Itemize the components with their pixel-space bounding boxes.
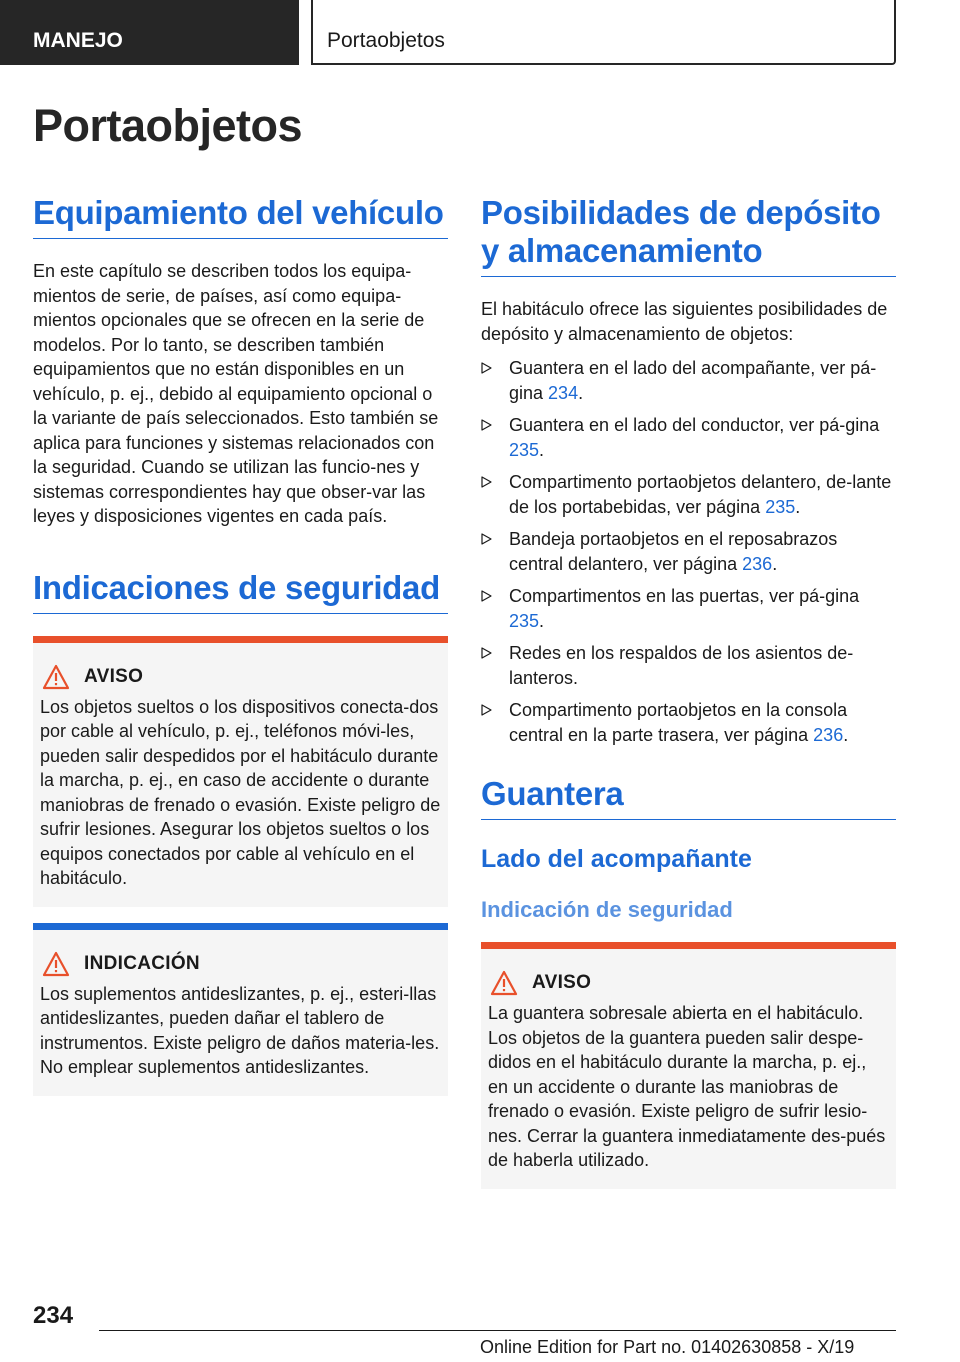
storage-item-text: Guantera en el lado del conductor, ver pá-gina	[509, 415, 880, 435]
edition-note: Online Edition for Part no. 01402630858 - X/19	[480, 1337, 855, 1357]
warning-triangle-icon	[490, 970, 518, 996]
storage-item-text: Redes en los respaldos de los asientos de-lanteros.	[509, 643, 854, 688]
header-chapter-box	[311, 0, 896, 65]
page-title: Portaobjetos	[33, 100, 303, 151]
header-section-tab	[0, 0, 299, 65]
bullet-triangle-icon	[481, 419, 492, 431]
storage-item-text: Compartimento portaobjetos en la consola central en la parte trasera, ver página	[509, 700, 848, 745]
storage-list-item	[481, 413, 896, 462]
header-section-label: MANEJO	[33, 29, 123, 52]
storage-item-end: .	[772, 553, 778, 574]
page-number: 234	[33, 1302, 74, 1329]
right-column	[481, 190, 896, 1189]
page-link[interactable]: 234	[548, 382, 579, 403]
bullet-triangle-icon	[481, 476, 492, 488]
storage-item-end: .	[843, 724, 849, 745]
page-link[interactable]: 236	[742, 553, 773, 574]
page-link[interactable]: 235	[765, 496, 796, 517]
warning-text: Los objetos sueltos o los dispositivos conecta-dos por cable al vehículo, p. ej., teléfonos móvi-les, pueden salir despedidos por el habitáculo durante la marcha, p. ej., en caso de accidente o durante maniobras de frenado o evasión. Existe peligro de sufrir lesiones. Asegurar los objetos sueltos o los equipos conectados por cable al vehículo en el habitáculo.	[40, 696, 441, 888]
glovebox-warning-box	[481, 942, 896, 1189]
bullet-triangle-icon	[481, 647, 492, 659]
page-link[interactable]: 236	[813, 724, 844, 745]
storage-list-item	[481, 641, 896, 690]
glovebox-warning-label: AVISO	[532, 972, 592, 993]
storage-item-text: Bandeja portaobjetos en el reposabrazos central delantero, ver página	[509, 529, 838, 574]
header-chapter-label: Portaobjetos	[327, 29, 445, 52]
footer-rule	[99, 1330, 896, 1331]
notice-header	[40, 950, 441, 978]
heading-glovebox: Guantera	[481, 775, 896, 820]
heading-passenger-side: Lado del acompañante	[481, 845, 752, 873]
storage-item-end: .	[539, 610, 545, 631]
storage-list	[481, 356, 896, 747]
page-link[interactable]: 235	[509, 439, 540, 460]
left-column	[33, 190, 448, 1096]
warning-triangle-icon	[42, 664, 70, 690]
storage-list-item	[481, 698, 896, 747]
bullet-triangle-icon	[481, 362, 492, 374]
heading-equipment: Equipamiento del vehículo	[33, 194, 448, 239]
storage-list-item	[481, 584, 896, 633]
bullet-triangle-icon	[481, 590, 492, 602]
warning-label: AVISO	[84, 665, 144, 687]
storage-item-text: Compartimento portaobjetos delantero, de-lante de los portabebidas, ver página	[509, 472, 892, 517]
heading-safety-note: Indicación de seguridad	[481, 897, 733, 922]
notice-box	[33, 923, 448, 1096]
storage-item-end: .	[539, 439, 545, 460]
notice-label: INDICACIÓN	[84, 952, 200, 974]
bullet-triangle-icon	[481, 704, 492, 716]
storage-item-text: Compartimentos en las puertas, ver pá-gina	[509, 586, 860, 606]
heading-safety-notes: Indicaciones de seguridad	[33, 569, 448, 614]
storage-intro: El habitáculo ofrece las siguientes posibilidades de depósito y almacenamiento de objetos:	[481, 299, 888, 344]
equipment-paragraph: En este capítulo se describen todos los equipa-mientos de serie, de países, así como equipa-mientos opcionales que se ofrecen en la serie de modelos. Por lo tanto, se describen también equipamientos que no están disponibles en un vehículo, p. ej., debido al equipamiento opcional o la variante de país seleccionados. Esto también se aplica para funciones y sistemas relacionados con la seguridad. Cuando se utilizan las funcio-nes y sistemas correspondientes hay que obser-var las leyes y disposiciones vigentes en cada país.	[33, 261, 439, 526]
notice-text: Los suplementos antideslizantes, p. ej., esteri-llas antideslizantes, pueden dañar el tablero de instrumentos. Existe peligro de daños materia-les. No emplear suplementos antideslizantes.	[40, 983, 440, 1077]
storage-list-item	[481, 470, 896, 519]
warning-box	[33, 636, 448, 907]
storage-item-end: .	[795, 496, 801, 517]
storage-item-text: Guantera en el lado del acompañante, ver pá-gina	[509, 358, 877, 403]
storage-list-item	[481, 356, 896, 405]
storage-item-end: .	[578, 382, 584, 403]
page-link[interactable]: 235	[509, 610, 540, 631]
notice-triangle-icon	[42, 951, 70, 977]
bullet-triangle-icon	[481, 533, 492, 545]
warning-header	[40, 663, 441, 691]
heading-storage: Posibilidades de depósito y almacenamiento	[481, 194, 896, 277]
glovebox-warning-header	[488, 969, 889, 997]
glovebox-warning-text: La guantera sobresale abierta en el habitáculo. Los objetos de la guantera pueden salir despe-didos en el habitáculo durante la marcha, p. ej., en un accidente o durante las maniobras de frenado o evasión. Existe peligro de sufrir lesio-nes. Cerrar la guantera inmediatamente des-pués de haberla utilizado.	[488, 1003, 886, 1170]
storage-list-item	[481, 527, 896, 576]
